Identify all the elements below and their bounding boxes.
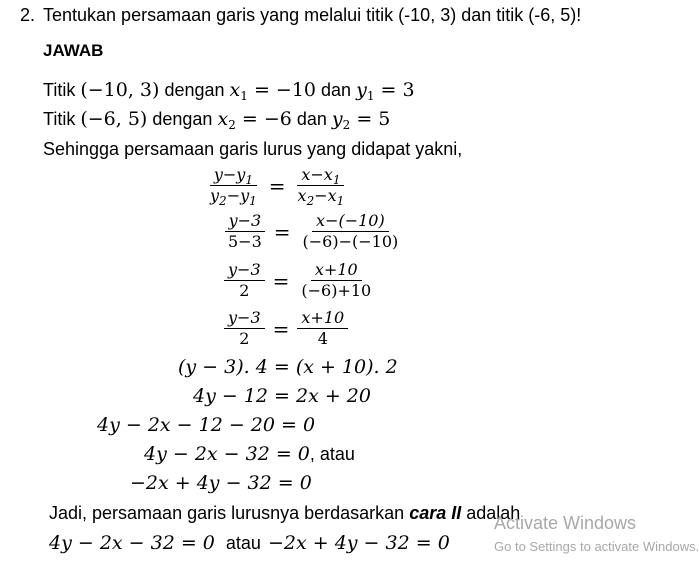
titik1-dan: dan [321, 80, 352, 100]
titik2-y-val: = 5 [350, 108, 391, 130]
frac1-ld-mid: −y [226, 186, 250, 205]
final-equations [49, 532, 450, 554]
frac4-rd: 4 [317, 329, 328, 348]
frac1-rn-sub: 1 [332, 173, 341, 187]
titik1-y: y [356, 79, 367, 101]
watermark-title: Activate Windows [494, 513, 637, 533]
titik1-y-sub: 1 [366, 89, 375, 103]
conclusion-suffix: adalah [461, 503, 521, 523]
titik2-x: x [217, 108, 229, 130]
fraction-row-4 [224, 309, 348, 348]
titik2-mid: dengan [152, 109, 213, 129]
titik1-x-val: = −10 [247, 79, 317, 101]
titik2-point: (−6, 5) [80, 108, 148, 130]
frac1-rd: x [297, 186, 307, 205]
frac3-rd: (−6)+10 [301, 281, 372, 300]
frac4-rn: x+10 [297, 309, 348, 329]
activate-windows-watermark [494, 512, 699, 564]
frac1-rd-sub1: 2 [306, 194, 315, 208]
titik2-y-sub: 2 [342, 118, 351, 132]
frac2-rd: (−6)−(−10) [302, 232, 399, 251]
question-text: Tentukan persamaan garis yang melalui titik (-10, 3) dan titik (-6, 5)! [43, 5, 582, 25]
step-3: 4y − 2x − 12 − 20 = 0 [97, 414, 316, 436]
frac3-ln: y−3 [224, 261, 265, 281]
titik1-mid: dengan [164, 80, 225, 100]
fraction-row-1 [206, 165, 348, 208]
frac2-ln: y−3 [225, 212, 266, 232]
titik1-prefix: Titik [43, 80, 76, 100]
frac3-rn: x+10 [311, 261, 362, 281]
step-4: 4y − 2x − 32 = 0 [144, 443, 310, 465]
fraction-right [297, 309, 348, 348]
sehingga-line: Sehingga persamaan garis lurus yang didapat yakni, [43, 139, 463, 159]
frac3-ld: 2 [239, 281, 250, 300]
titik2-y: y [331, 108, 343, 130]
fraction-right [294, 165, 349, 208]
step-5: −2x + 4y − 32 = 0 [130, 472, 312, 494]
final-eq-1: 4y − 2x − 32 = 0 [49, 532, 215, 554]
fraction-left [224, 309, 265, 348]
frac4-ln: y−3 [224, 309, 265, 329]
titik2-x-sub: 2 [228, 118, 236, 132]
fraction-right [299, 212, 403, 251]
step-4-line [144, 443, 355, 465]
fraction-left [206, 165, 261, 208]
frac1-rn: x−x [301, 165, 333, 184]
frac1-rd-sub2: 1 [336, 194, 345, 208]
frac2-rn: x−(−10) [312, 212, 389, 232]
equals-sign: = [273, 219, 291, 244]
conclusion-emph: cara II [409, 503, 462, 523]
frac1-ld: y [210, 186, 220, 205]
final-atau: atau [225, 533, 261, 553]
frac4-ld: 2 [239, 329, 250, 348]
final-eq-2: −2x + 4y − 32 = 0 [267, 532, 450, 554]
titik1-x: x [229, 79, 241, 101]
titik1-point: (−10, 3) [80, 79, 160, 101]
fraction-row-3 [224, 261, 375, 300]
watermark-subtitle: Go to Settings to activate Windows. [494, 539, 699, 554]
conclusion-line [49, 502, 520, 524]
fraction-left [224, 261, 265, 300]
titik1-line [43, 79, 415, 101]
frac1-ln: y−y [213, 165, 246, 184]
equals-sign: = [272, 316, 290, 341]
conclusion-prefix: Jadi, persamaan garis lurusnya berdasarkan [49, 503, 410, 523]
frac1-rd-mid: −x [314, 186, 337, 205]
fraction-left [224, 212, 266, 251]
titik2-prefix: Titik [43, 109, 76, 129]
titik2-line [43, 108, 390, 130]
equals-sign: = [268, 173, 286, 198]
frac2-ld: 5−3 [228, 232, 262, 251]
step-1: (y − 3). 4 = (x + 10). 2 [178, 356, 398, 378]
equals-sign: = [272, 268, 290, 293]
step-4-suffix: , atau [309, 444, 355, 464]
question-number: 2. [20, 5, 36, 25]
titik2-dan: dan [296, 109, 327, 129]
titik1-x-sub: 1 [240, 89, 248, 103]
frac1-ld-sub1: 2 [219, 194, 227, 208]
frac1-ln-sub: 1 [245, 173, 253, 187]
fraction-right [297, 261, 375, 300]
frac1-ld-sub2: 1 [249, 194, 257, 208]
titik1-y-val: = 3 [374, 79, 415, 101]
step-2: 4y − 12 = 2x + 20 [193, 385, 371, 407]
fraction-row-2 [224, 212, 402, 251]
titik2-x-val: = −6 [235, 108, 292, 130]
answer-heading: JAWAB [43, 41, 104, 60]
